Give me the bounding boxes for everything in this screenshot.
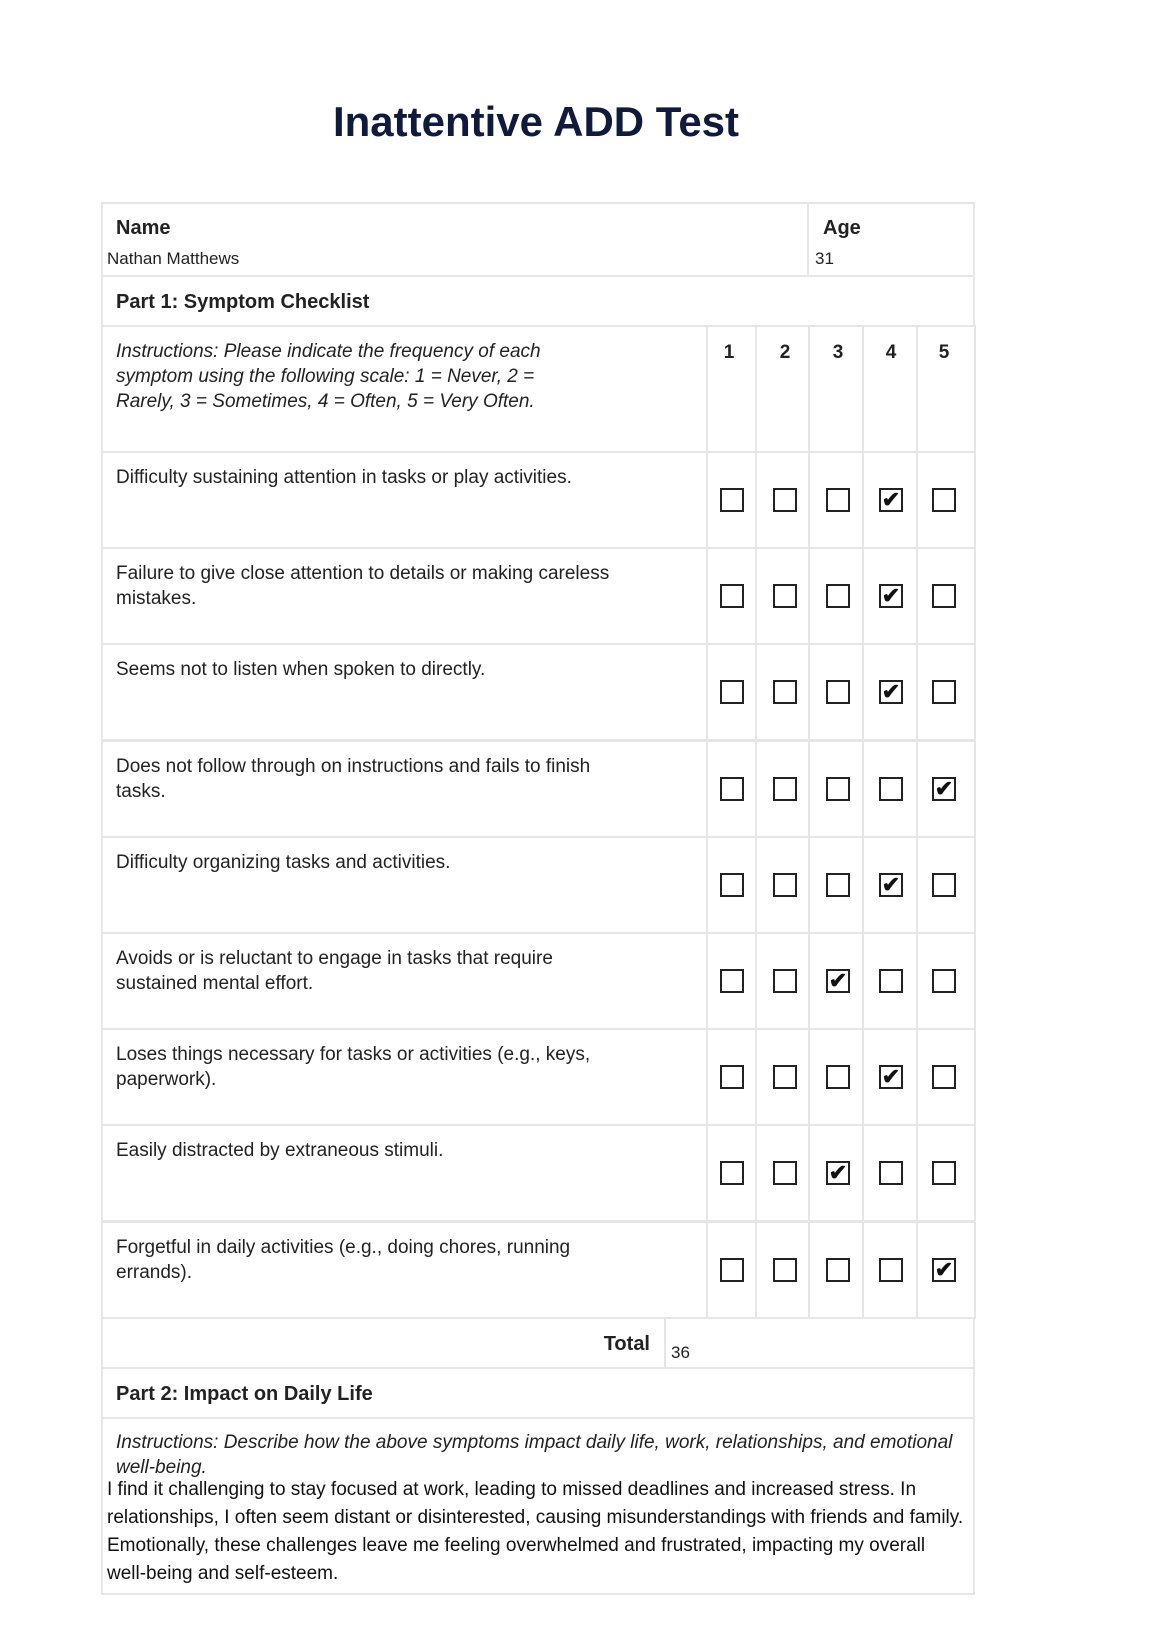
symptom-text: Difficulty organizing tasks and activities. — [116, 851, 451, 873]
rating-checkbox-4[interactable] — [879, 1065, 903, 1089]
rating-checkbox-3[interactable] — [826, 777, 850, 801]
rating-checkbox-2[interactable] — [773, 584, 797, 608]
rating-checkbox-2[interactable] — [773, 680, 797, 704]
rating-checkbox-5[interactable] — [932, 488, 956, 512]
rating-checkbox-1[interactable] — [720, 969, 744, 993]
scale-header-4: 4 — [885, 342, 897, 363]
rating-checkbox-2[interactable] — [773, 777, 797, 801]
symptom-text: Difficulty sustaining attention in tasks or play activities. — [116, 467, 572, 488]
rating-checkbox-5[interactable] — [932, 680, 956, 704]
rating-checkbox-3[interactable] — [826, 1065, 850, 1089]
check-icon: ✔ — [881, 679, 901, 705]
scale-header-1: 1 — [723, 342, 735, 363]
check-icon: ✔ — [881, 871, 901, 897]
check-icon: ✔ — [828, 968, 848, 993]
rating-checkbox-2[interactable] — [773, 969, 797, 993]
part2-response[interactable]: I find it challenging to stay focused at work, leading to missed deadlines and increased stress. In relationships, I often seem distant or disinterested, causing misunderstandings with friends and family. Emotionally, these challenges leave me feeling overwhelmed and frustrated, impacting my overall well-being and self-esteem. — [107, 1479, 964, 1584]
part1-instructions: Instructions: Please indicate the frequency of each symptom using the following scale: 1 = Never, 2 = Rarely, 3 = Sometimes, 4 = Often, 5 = Very Often. — [116, 341, 541, 412]
rating-checkbox-4[interactable] — [879, 969, 903, 993]
rating-checkbox-1[interactable] — [720, 1161, 744, 1185]
rating-checkbox-1[interactable] — [720, 1065, 744, 1089]
rating-checkbox-3[interactable] — [826, 1258, 850, 1282]
check-icon: ✔ — [828, 1160, 848, 1186]
rating-checkbox-4[interactable] — [879, 488, 903, 512]
rating-checkbox-4[interactable] — [879, 680, 903, 704]
scale-header-5: 5 — [938, 342, 950, 363]
rating-checkbox-1[interactable] — [720, 873, 744, 897]
check-icon: ✔ — [881, 1064, 901, 1090]
rating-checkbox-2[interactable] — [773, 873, 797, 897]
rating-checkbox-2[interactable] — [773, 1161, 797, 1185]
rating-checkbox-1[interactable] — [720, 488, 744, 512]
page-title: Inattentive ADD Test — [332, 98, 740, 145]
rating-checkbox-2[interactable] — [773, 1258, 797, 1282]
check-icon: ✔ — [881, 583, 901, 609]
rating-checkbox-4[interactable] — [879, 777, 903, 801]
symptom-text: Does not follow through on instructions and fails to finish tasks. — [116, 755, 591, 802]
name-label: Name — [116, 217, 171, 239]
symptom-text: Forgetful in daily activities (e.g., doing chores, running errands). — [116, 1236, 571, 1283]
rating-checkbox-4[interactable] — [879, 584, 903, 608]
scale-header-2: 2 — [779, 342, 791, 363]
total-value-cell — [664, 1317, 975, 1369]
rating-checkbox-4[interactable] — [879, 1258, 903, 1282]
part2-instructions: Instructions: Describe how the above symptoms impact daily life, work, relationships, and emotional well-being. — [116, 1432, 953, 1478]
total-value[interactable]: 36 — [671, 1343, 690, 1362]
check-icon: ✔ — [934, 775, 954, 801]
total-label: Total — [603, 1333, 650, 1355]
symptom-text: Avoids or is reluctant to engage in tasks that require sustained mental effort. — [116, 948, 553, 994]
symptom-text: Seems not to listen when spoken to directly. — [116, 659, 486, 681]
rating-checkbox-1[interactable] — [720, 680, 744, 704]
rating-checkbox-1[interactable] — [720, 777, 744, 801]
rating-checkbox-5[interactable] — [932, 873, 956, 897]
part2-heading: Part 2: Impact on Daily Life — [116, 1383, 373, 1405]
rating-checkbox-5[interactable] — [932, 1065, 956, 1089]
rating-checkbox-4[interactable] — [879, 1161, 903, 1185]
rating-checkbox-5[interactable] — [932, 1258, 956, 1282]
symptom-text: Loses things necessary for tasks or activities (e.g., keys, paperwork). — [116, 1044, 591, 1091]
rating-checkbox-2[interactable] — [773, 488, 797, 512]
rating-checkbox-1[interactable] — [720, 584, 744, 608]
check-icon: ✔ — [881, 487, 901, 512]
rating-checkbox-5[interactable] — [932, 584, 956, 608]
rating-checkbox-1[interactable] — [720, 1258, 744, 1282]
rating-checkbox-3[interactable] — [826, 969, 850, 993]
rating-checkbox-5[interactable] — [932, 777, 956, 801]
rating-checkbox-3[interactable] — [826, 584, 850, 608]
symptom-text: Failure to give close attention to details or making careless mistakes. — [116, 563, 610, 610]
check-icon: ✔ — [934, 1256, 954, 1282]
rating-checkbox-3[interactable] — [826, 488, 850, 512]
part1-heading: Part 1: Symptom Checklist — [116, 291, 370, 313]
rating-checkbox-2[interactable] — [773, 1065, 797, 1089]
scale-header-3: 3 — [832, 342, 844, 363]
rating-checkbox-3[interactable] — [826, 873, 850, 897]
age-value[interactable]: 31 — [815, 249, 834, 268]
symptom-text: Easily distracted by extraneous stimuli. — [116, 1140, 444, 1162]
rating-checkbox-3[interactable] — [826, 1161, 850, 1185]
rating-checkbox-5[interactable] — [932, 1161, 956, 1185]
rating-checkbox-4[interactable] — [879, 873, 903, 897]
name-value[interactable]: Nathan Matthews — [107, 249, 240, 268]
rating-checkbox-3[interactable] — [826, 680, 850, 704]
age-label: Age — [823, 217, 861, 239]
rating-checkbox-5[interactable] — [932, 969, 956, 993]
